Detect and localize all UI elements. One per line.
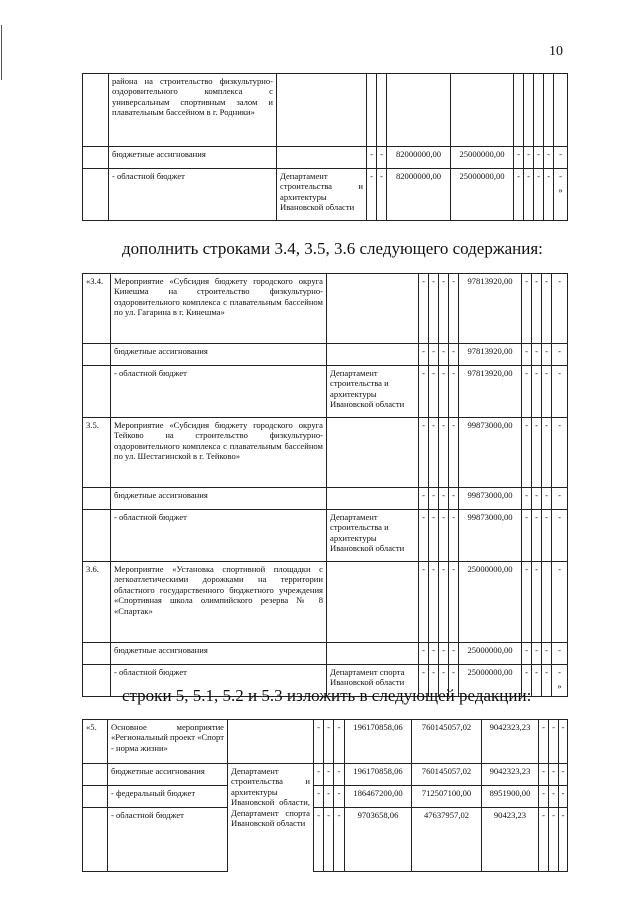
cell: 9042323,23: [482, 720, 539, 764]
cell: -: [552, 643, 568, 665]
cell: -: [532, 418, 542, 488]
row-department: [327, 488, 419, 510]
row-number: [83, 488, 111, 510]
cell: -: [524, 169, 534, 221]
row-number: «5.: [83, 720, 108, 764]
cell: -: [367, 169, 377, 221]
cell: 82000000,00: [387, 169, 451, 221]
cell: -: [522, 344, 532, 366]
row-department: Департамент строительства и архитектуры Ивановской области: [327, 366, 419, 418]
row-department: [327, 562, 419, 643]
table-row: [83, 274, 568, 344]
page-number: 10: [549, 44, 563, 59]
row-description: - областной бюджет: [111, 366, 327, 418]
cell: 97813920,00: [459, 344, 522, 366]
table-row: [83, 74, 568, 147]
cell: -: [429, 643, 439, 665]
row-number: [83, 366, 111, 418]
cell: 9703658,06: [345, 808, 412, 872]
cell: -: [419, 488, 429, 510]
cell: [367, 74, 377, 147]
row-description: бюджетные ассигнования: [108, 764, 228, 786]
cell: -: [419, 344, 429, 366]
cell: -: [439, 643, 449, 665]
table-edited-rows: [82, 719, 568, 872]
cell: -: [314, 786, 324, 808]
cell: -: [559, 808, 568, 872]
cell: -: [558, 667, 561, 677]
table-row: [83, 786, 568, 808]
row-department: [228, 720, 314, 764]
cell: -: [549, 786, 559, 808]
cell: -: [449, 510, 459, 562]
cell: -: [552, 274, 568, 344]
cell: -: [439, 510, 449, 562]
row-number: [83, 147, 109, 169]
table-row: [83, 344, 568, 366]
cell: -: [419, 665, 429, 697]
cell: -: [419, 510, 429, 562]
cell: -: [439, 418, 449, 488]
table-row: [83, 488, 568, 510]
cell: -: [419, 366, 429, 418]
cell: -: [534, 147, 544, 169]
cell: -: [522, 366, 532, 418]
cell: -: [429, 366, 439, 418]
table-row: [83, 643, 568, 665]
row-number: [83, 643, 111, 665]
closing-quote: »: [557, 681, 562, 692]
cell: 196170858,06: [345, 764, 412, 786]
cell: -: [522, 418, 532, 488]
row-department: Департамент спорта Ивановской области: [327, 665, 419, 697]
cell: 25000000,00: [451, 147, 514, 169]
cell: 25000000,00: [459, 643, 522, 665]
cell: -: [377, 169, 387, 221]
cell: -: [544, 169, 554, 221]
cell: -: [532, 274, 542, 344]
table-row: [83, 510, 568, 562]
cell: -: [532, 510, 542, 562]
cell: 186467200,00: [345, 786, 412, 808]
cell-last: [554, 169, 568, 221]
row-description: - федеральный бюджет: [108, 786, 228, 808]
cell: -: [534, 169, 544, 221]
row-description: Основное мероприятие «Региональный проект «Спорт - норма жизни»: [108, 720, 228, 764]
cell: -: [559, 171, 562, 181]
cell: 99873000,00: [459, 510, 522, 562]
cell: -: [552, 562, 568, 643]
row-description: бюджетные ассигнования: [111, 488, 327, 510]
row-department: [277, 74, 367, 147]
cell: -: [367, 147, 377, 169]
cell: 90423,23: [482, 808, 539, 872]
cell: -: [449, 274, 459, 344]
cell: -: [334, 786, 345, 808]
cell: -: [439, 562, 449, 643]
cell: [534, 74, 544, 147]
cell: -: [532, 643, 542, 665]
cell: -: [542, 418, 552, 488]
cell: -: [524, 147, 534, 169]
row-number: [83, 74, 109, 147]
cell: -: [334, 720, 345, 764]
cell: -: [539, 808, 549, 872]
cell: -: [542, 643, 552, 665]
cell: [524, 74, 534, 147]
cell: -: [314, 808, 324, 872]
cell: 8951900,00: [482, 786, 539, 808]
cell: -: [559, 786, 568, 808]
row-description: Мероприятие «Установка спортивной площадки с легкоатлетическими дорожками на территории областного государственного бюджетного учреждения «Спортивная школа олимпийского резерва № 8 «Спартак»: [111, 562, 327, 643]
cell: -: [549, 808, 559, 872]
cell: -: [324, 764, 334, 786]
cell: 97813920,00: [459, 274, 522, 344]
scan-edge-line: [1, 25, 2, 80]
row-department: [327, 274, 419, 344]
cell: -: [542, 510, 552, 562]
row-description: - областной бюджет: [111, 665, 327, 697]
cell: 760145057,02: [412, 720, 482, 764]
cell: [514, 74, 524, 147]
cell: 25000000,00: [459, 562, 522, 643]
cell: -: [522, 510, 532, 562]
table-row: [83, 147, 568, 169]
cell: -: [439, 344, 449, 366]
cell: 760145057,02: [412, 764, 482, 786]
cell: -: [559, 720, 568, 764]
cell: -: [549, 764, 559, 786]
cell: -: [324, 808, 334, 872]
cell: 9042323,23: [482, 764, 539, 786]
cell: -: [449, 366, 459, 418]
cell: -: [429, 562, 439, 643]
cell: -: [532, 366, 542, 418]
cell: -: [544, 147, 554, 169]
cell: -: [419, 562, 429, 643]
cell: -: [429, 510, 439, 562]
cell: 196170858,06: [345, 720, 412, 764]
row-number: 3.5.: [83, 418, 111, 488]
row-department: [327, 643, 419, 665]
cell: -: [439, 488, 449, 510]
cell: [542, 562, 552, 643]
cell: -: [552, 510, 568, 562]
row-department: [277, 147, 367, 169]
cell: -: [449, 562, 459, 643]
cell: -: [314, 720, 324, 764]
cell-last: [552, 665, 568, 697]
cell: [377, 74, 387, 147]
cell: 47637957,02: [412, 808, 482, 872]
cell: -: [449, 643, 459, 665]
cell: -: [522, 562, 532, 643]
row-department: Департамент строительства и архитектуры Ивановской области: [277, 169, 367, 221]
row-description: бюджетные ассигнования: [111, 344, 327, 366]
row-number: [83, 344, 111, 366]
section-heading-edit-rows: строки 5, 5.1, 5.2 и 5.3 изложить в следующей редакции:: [122, 686, 532, 705]
table-row: [83, 562, 568, 643]
cell: 25000000,00: [451, 169, 514, 221]
cell: -: [449, 665, 459, 697]
table-body: [83, 274, 568, 697]
cell: -: [514, 147, 524, 169]
cell: -: [542, 366, 552, 418]
section-heading-add-rows: дополнить строками 3.4, 3.5, 3.6 следующего содержания:: [122, 239, 543, 258]
cell: -: [522, 665, 532, 697]
table-row: [83, 169, 568, 221]
table-new-rows: [82, 273, 568, 697]
table-row: [83, 418, 568, 488]
cell: -: [334, 764, 345, 786]
row-department: [327, 418, 419, 488]
cell: -: [552, 488, 568, 510]
row-description: Мероприятие «Субсидия бюджету городского округа Кинешма на строительство физкультурно-оздоровительного комплекса с плавательным бассейном по ул. Гагарина в г. Кинешма»: [111, 274, 327, 344]
cell: -: [449, 418, 459, 488]
cell: [554, 74, 568, 147]
cell: -: [532, 488, 542, 510]
table-row: [83, 764, 568, 786]
row-description: Мероприятие «Субсидия бюджету городского округа Тейково на строительство физкультурно-оздоровительного комплекса с плавательным бассейном по ул. Шестагинской в г. Тейково»: [111, 418, 327, 488]
cell: -: [429, 344, 439, 366]
row-number: «3.4.: [83, 274, 111, 344]
cell: -: [334, 808, 345, 872]
cell: -: [539, 764, 549, 786]
table-body: [83, 720, 568, 872]
cell: -: [324, 786, 334, 808]
row-number: [83, 764, 108, 786]
row-number: [83, 665, 111, 697]
row-description: бюджетные ассигнования: [111, 643, 327, 665]
table-row: [83, 720, 568, 764]
cell: -: [554, 147, 568, 169]
cell: -: [522, 643, 532, 665]
cell: 99873000,00: [459, 418, 522, 488]
cell: [544, 74, 554, 147]
row-description: - областной бюджет: [108, 808, 228, 872]
cell: -: [377, 147, 387, 169]
cell: 712507100,00: [412, 786, 482, 808]
row-description: - областной бюджет: [111, 510, 327, 562]
cell: -: [532, 665, 542, 697]
cell: -: [324, 720, 334, 764]
cell: -: [522, 274, 532, 344]
row-number: [83, 808, 108, 872]
cell: -: [439, 665, 449, 697]
row-number: [83, 169, 109, 221]
cell: -: [419, 274, 429, 344]
cell: -: [552, 366, 568, 418]
row-description: района на строительство физкультурно-оздоровительного комплекса с универсальным спортивным залом и плавательным бассейном в г. Родники»: [109, 74, 277, 147]
cell: -: [539, 720, 549, 764]
table-continuation: [82, 73, 568, 221]
cell: -: [552, 418, 568, 488]
row-number: 3.6.: [83, 562, 111, 643]
closing-quote: »: [558, 185, 563, 196]
row-number: [83, 786, 108, 808]
cell: -: [532, 562, 542, 643]
cell: 25000000,00: [459, 665, 522, 697]
row-description: бюджетные ассигнования: [109, 147, 277, 169]
cell: -: [439, 366, 449, 418]
cell: -: [429, 488, 439, 510]
cell: -: [542, 488, 552, 510]
cell: 82000000,00: [387, 147, 451, 169]
cell: [387, 74, 451, 147]
cell: 99873000,00: [459, 488, 522, 510]
cell: -: [314, 764, 324, 786]
cell: -: [542, 274, 552, 344]
cell: -: [539, 786, 549, 808]
cell: -: [419, 643, 429, 665]
cell: -: [429, 418, 439, 488]
cell: -: [449, 488, 459, 510]
cell: -: [449, 344, 459, 366]
cell: -: [522, 488, 532, 510]
cell: -: [542, 344, 552, 366]
cell: -: [532, 344, 542, 366]
row-department: Департамент строительства и архитектуры Ивановской области: [327, 510, 419, 562]
cell: -: [429, 665, 439, 697]
cell: -: [439, 274, 449, 344]
row-description: - областной бюджет: [109, 169, 277, 221]
table-row: [83, 366, 568, 418]
cell: -: [559, 764, 568, 786]
cell: -: [542, 665, 552, 697]
row-number: [83, 510, 111, 562]
cell: -: [549, 720, 559, 764]
row-department: Департамент строительства и архитектуры Ивановской области, Департамент спорта Ивановской области: [228, 764, 314, 872]
cell: 97813920,00: [459, 366, 522, 418]
cell: -: [514, 169, 524, 221]
cell: [451, 74, 514, 147]
cell: -: [552, 344, 568, 366]
cell: -: [419, 418, 429, 488]
row-department: [327, 344, 419, 366]
table-row: [83, 808, 568, 872]
cell: -: [429, 274, 439, 344]
